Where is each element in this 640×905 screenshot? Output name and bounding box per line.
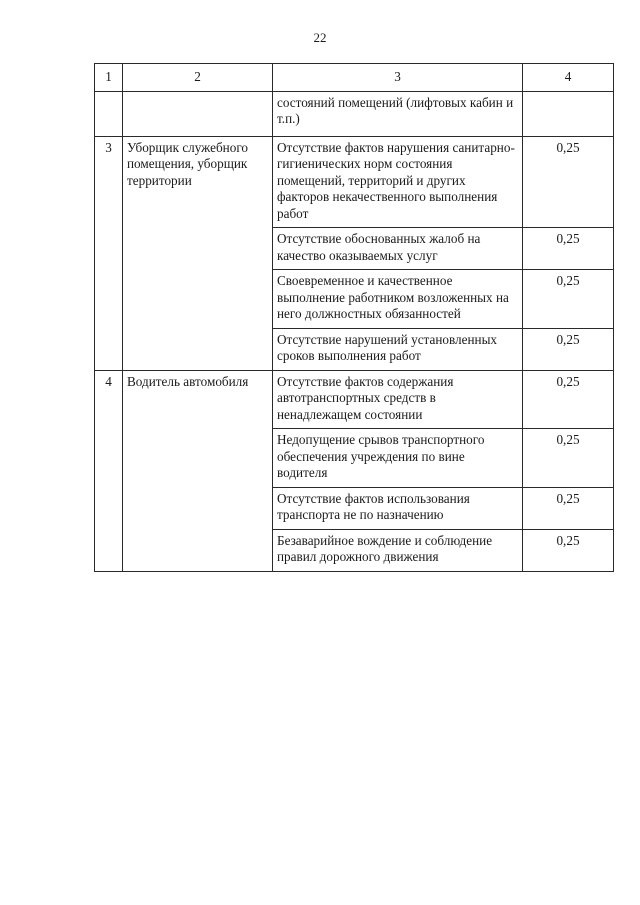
criterion-cell: Недопущение срывов транспортного обеспечения учреждения по вине водителя — [273, 429, 523, 488]
empty-cell — [523, 91, 614, 136]
page-number: 22 — [313, 30, 327, 45]
coefficient-cell: 0,25 — [523, 228, 614, 270]
criterion-cell: Отсутствие нарушений установленных сроков выполнения работ — [273, 328, 523, 370]
empty-cell — [95, 91, 123, 136]
coefficient-cell: 0,25 — [523, 270, 614, 329]
row-number: 4 — [95, 370, 123, 571]
table-row — [95, 370, 614, 429]
criterion-cell: Отсутствие фактов содержания автотранспортных средств в ненадлежащем состоянии — [273, 370, 523, 429]
header-row — [95, 64, 614, 92]
criteria-table — [94, 63, 614, 572]
coefficient-cell: 0,25 — [523, 487, 614, 529]
coefficient-cell: 0,25 — [523, 370, 614, 429]
column-header-1: 1 — [95, 64, 123, 92]
continuation-row — [95, 91, 614, 136]
table-row — [95, 136, 614, 228]
criterion-cell: Отсутствие фактов нарушения санитарно-гигиенических норм состояния помещений, территорий и других факторов некачественного выполнения работ — [273, 136, 523, 228]
position-cell: Водитель автомобиля — [123, 370, 273, 571]
position-cell: Уборщик служебного помещения, уборщик территории — [123, 136, 273, 370]
coefficient-cell: 0,25 — [523, 429, 614, 488]
criterion-cell: состояний помещений (лифтовых кабин и т.п.) — [273, 91, 523, 136]
column-header-4: 4 — [523, 64, 614, 92]
column-header-2: 2 — [123, 64, 273, 92]
criterion-cell: Безаварийное вождение и соблюдение правил дорожного движения — [273, 529, 523, 571]
coefficient-cell: 0,25 — [523, 529, 614, 571]
criterion-cell: Отсутствие обоснованных жалоб на качество оказываемых услуг — [273, 228, 523, 270]
column-header-3: 3 — [273, 64, 523, 92]
coefficient-cell: 0,25 — [523, 328, 614, 370]
row-number: 3 — [95, 136, 123, 370]
coefficient-cell: 0,25 — [523, 136, 614, 228]
criterion-cell: Отсутствие фактов использования транспорта не по назначению — [273, 487, 523, 529]
empty-cell — [123, 91, 273, 136]
criterion-cell: Своевременное и качественное выполнение работником возложенных на него должностных обязанностей — [273, 270, 523, 329]
